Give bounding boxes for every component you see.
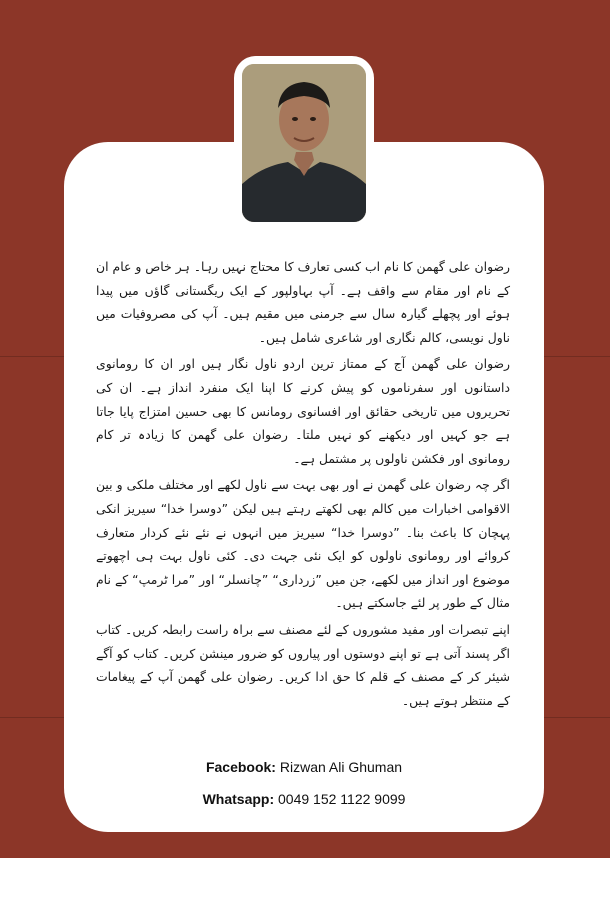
bio-paragraph: اپنے تبصرات اور مفید مشوروں کے لئے مصنف سے براہ راست رابطہ کریں۔ کتاب اگر پسند آتی ہے تو اپنے دوستوں اور پیاروں کو ضرور مینشن کریں۔ کتاب کو آگے شیئر کر کے مصنف کے قلم کا حق ادا کریں۔ رضوان علی گھمن آپ کے پیغامات کے منتظر ہوتے ہیں۔ [96,621,510,708]
photo-frame [234,56,374,232]
whatsapp-value: 0049 152 1122 9099 [274,791,406,807]
bio-paragraph: رضوان علی گھمن آج کے ممتاز ترین اردو ناول نگار ہیں اور ان کا رومانوی داستانوں اور سفرناموں کو پیش کرنے کا اپنا ایک منفرد انداز ہے۔ ان کی تحریروں میں تاریخی حقائق اور افسانوی رومانس کا بھی حسین امتزاج پایا جاتا ہے جو کہیں اور دیکھنے کو نہیں ملتا۔ رضوان علی گھمن کا زیادہ تر کام رومانوی اور فکشن ناولوں پر مشتمل ہے۔ [96,356,510,466]
author-bio [96,255,510,715]
whatsapp-contact [64,791,544,807]
facebook-contact [64,759,544,775]
facebook-value: Rizwan Ali Ghuman [275,759,403,775]
author-photo [242,64,366,222]
bio-paragraph: اگر چہ رضوان علی گھمن نے اور بھی بہت سے ناول لکھے اور مختلف ملکی و بین الاقوامی اخبارات میں کالم بھی لکھتے رہتے ہیں لیکن ”دوسرا خدا“ سیریز انکی پہچان کا باعث بنا۔ ”دوسرا خدا“ سیریز میں انہوں نے نئے نئے کردار متعارف کروائے اور رومانوی ناولوں کو ایک نئی جہت دی۔ کئی ناول بہت ہی اچھوتے موضوع اور انداز میں لکھے، جن میں ”زرداری“ ”چانسلر“ اور ”مرا ٹرمپ“ کے نام مثال کے طور پر لئے جاسکتے ہیں۔ [96,477,510,611]
whatsapp-label: Whatsapp: [202,791,275,807]
bio-paragraph: رضوان علی گھمن کا نام اب کسی تعارف کا محتاج نہیں رہا۔ ہر خاص و عام ان کے نام اور مقام سے واقف ہے۔ آپ بہاولپور کے ایک ریگستانی گاؤں میں پیدا ہوئے اور پچھلے گیارہ سال سے جرمنی میں مقیم ہیں۔ آپ کی مصروفیات میں ناول نویسی، کالم نگاری اور شاعری شامل ہیں۔ [96,259,510,345]
facebook-label: Facebook: [205,759,276,775]
author-portrait-icon [242,64,366,222]
bottom-band [0,858,610,900]
